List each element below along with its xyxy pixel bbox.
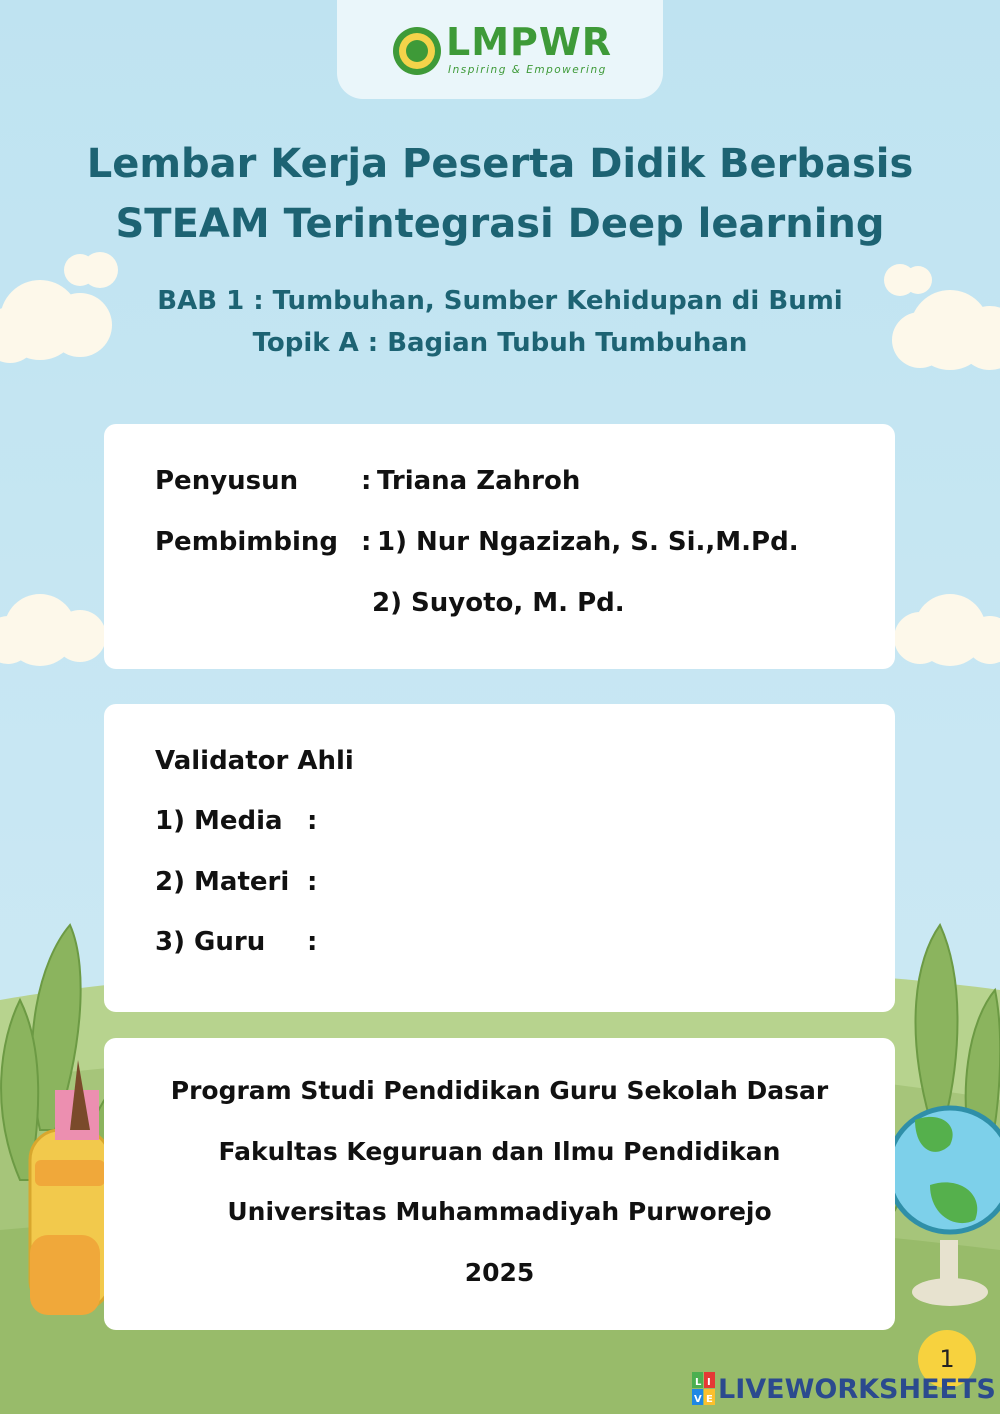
penyusun-value: Triana Zahroh (377, 466, 581, 496)
penyusun-label: Penyusun (155, 466, 299, 496)
title-line-1: Lembar Kerja Peserta Didik Berbasis (86, 141, 914, 187)
pembimbing-label: Pembimbing (155, 527, 339, 557)
validator-materi-separator: : (307, 867, 318, 897)
cloud-left-mid (0, 570, 110, 670)
validator-card (104, 704, 895, 1012)
year: 2025 (464, 1258, 535, 1287)
subtitle-chapter: BAB 1 : Tumbuhan, Sumber Kehidupan di Bumi (157, 286, 843, 316)
liveworksheets-watermark: LIVEWORKSHEETS (718, 1374, 996, 1405)
svg-text:E: E (706, 1394, 713, 1405)
pembimbing-2: 2) Suyoto, M. Pd. (372, 588, 625, 618)
subtitle-topic: Topik A : Bagian Tubuh Tumbuhan (252, 328, 748, 358)
logo-wordmark: LMPWR (446, 20, 613, 64)
validator-media-separator: : (307, 806, 318, 836)
liveworksheets-logo-icon (692, 1372, 716, 1406)
validator-guru-label: 3) Guru (155, 927, 266, 957)
validator-guru-separator: : (307, 927, 318, 957)
pembimbing-separator: : (361, 527, 372, 557)
worksheet-title (0, 134, 1000, 254)
university-emblem-icon (392, 26, 442, 76)
authors-card (104, 424, 895, 669)
penyusun-separator: : (361, 466, 372, 496)
title-line-2: STEAM Terintegrasi Deep learning (115, 201, 885, 247)
cloud-right-mid (890, 570, 1000, 670)
validator-heading: Validator Ahli (155, 746, 354, 776)
worksheet-subtitle (0, 280, 1000, 364)
logo-tagline: Inspiring & Empowering (448, 64, 607, 76)
validator-materi-label: 2) Materi (155, 867, 290, 897)
university: Universitas Muhammadiyah Purworejo (227, 1197, 772, 1226)
page-number-badge: 1 (918, 1330, 976, 1388)
institution-card (104, 1038, 895, 1330)
svg-text:I: I (707, 1377, 711, 1388)
faculty: Fakultas Keguruan dan Ilmu Pendidikan (218, 1137, 781, 1166)
study-program: Program Studi Pendidikan Guru Sekolah Dasar (170, 1076, 829, 1105)
svg-text:V: V (694, 1394, 702, 1405)
svg-text:L: L (695, 1377, 702, 1388)
validator-media-label: 1) Media (155, 806, 283, 836)
pembimbing-1: 1) Nur Ngazizah, S. Si.,M.Pd. (377, 527, 799, 557)
